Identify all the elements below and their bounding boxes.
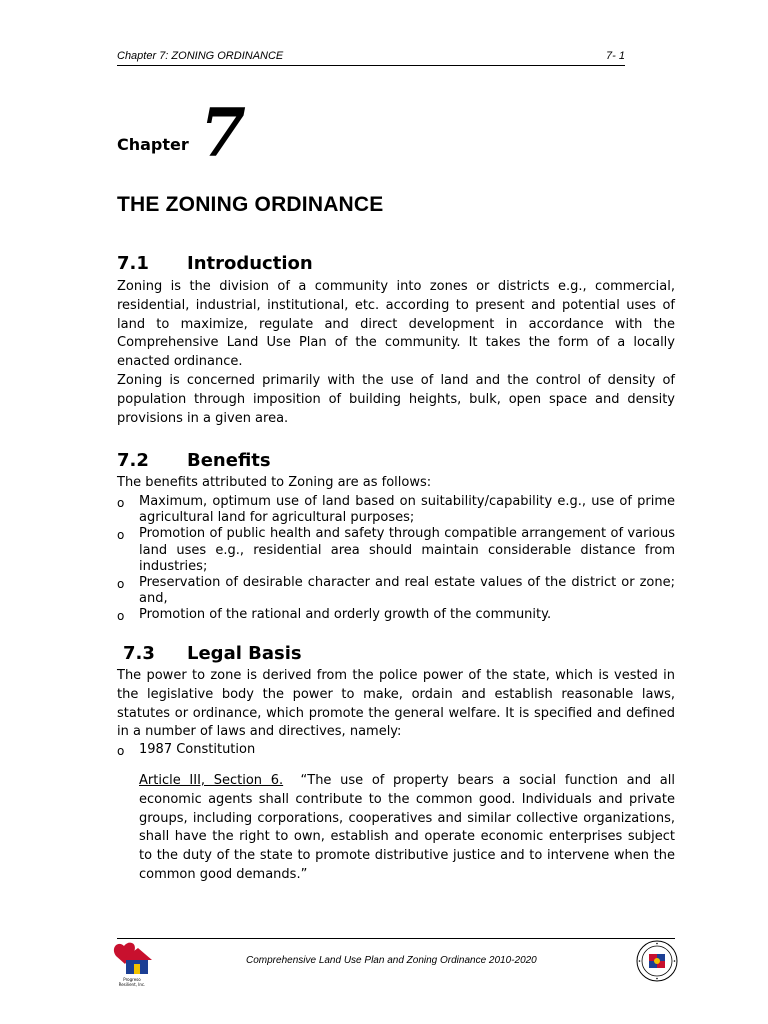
benefits-list	[117, 494, 675, 625]
constitution-quote	[139, 772, 675, 885]
footer-text: Comprehensive Land Use Plan and Zoning Ordinance 2010-2020	[246, 955, 537, 966]
section-heading-benefits	[117, 450, 271, 471]
list-item-text: Maximum, optimum use of land based on suitability/capability e.g., use of prime agricultural land for agricultural purposes;	[139, 494, 675, 526]
header-page-number: 7- 1	[606, 50, 625, 62]
quote-text: “The use of property bears a social function and all economic agents shall contribute to the common good. Individuals and private groups, including corporations, cooperatives and similar collective organizations, shall have the right to own, establish and operate economic enterprises subject to the duty of the state to promote distributive justice and to intervene when the common good demands.”	[139, 773, 675, 882]
legal-paragraph: The power to zone is derived from the police power of the state, which is vested in the legislative body the power to make, ordain and establish reasonable laws, statutes or ordinance, which promote the general welfare. It is specified and defined in a number of laws and directives, namely:	[117, 668, 675, 740]
bullet-marker: o	[117, 577, 125, 592]
svg-text:Progreso: Progreso	[123, 977, 141, 982]
list-item-text: 1987 Constitution	[139, 742, 256, 757]
progreso-logo-icon	[108, 938, 156, 988]
bullet-marker: o	[117, 496, 125, 510]
bullet-marker: o	[117, 528, 125, 543]
section-number: 7.3	[123, 643, 155, 664]
list-item-text: Preservation of desirable character and real estate values of the district or zone; and,	[139, 575, 675, 607]
footer-rule	[117, 938, 675, 939]
bullet-marker: o	[117, 744, 125, 758]
list-item	[117, 526, 675, 575]
list-item-text: Promotion of public health and safety through compatible arrangement of various land uses e.g., residential area should maintain considerable distance from industries;	[139, 526, 675, 574]
chapter-number: 7	[200, 94, 246, 172]
quote-reference: Article III, Section 6.	[139, 773, 284, 788]
section-number: 7.1	[117, 253, 149, 274]
bullet-marker: o	[117, 609, 125, 624]
list-item-text: Promotion of the rational and orderly growth of the community.	[139, 607, 552, 623]
running-header	[117, 50, 625, 66]
section-number: 7.2	[117, 450, 149, 471]
page-title: THE ZONING ORDINANCE	[117, 193, 384, 216]
list-item	[117, 494, 675, 526]
legal-list	[117, 742, 675, 759]
municipal-seal-icon	[636, 940, 678, 982]
benefits-lead: The benefits attributed to Zoning are as follows:	[117, 475, 432, 490]
intro-paragraph-2: Zoning is concerned primarily with the use of land and the control of density of population through imposition of building heights, bulk, open space and density provisions in a given area.	[117, 373, 675, 426]
section-heading-legal-basis	[123, 643, 302, 664]
list-item	[117, 607, 675, 624]
section-heading-introduction	[117, 253, 313, 274]
list-item	[117, 742, 675, 759]
svg-text:Resilient, Inc.: Resilient, Inc.	[118, 982, 146, 987]
section-title: Legal Basis	[187, 643, 302, 664]
intro-paragraph-1: Zoning is the division of a community into zones or districts e.g., commercial, residential, industrial, institutional, etc. according to present and potential uses of land to maximize, regulate and direct development in accordance with the Comprehensive Land Use Plan of the community. It takes the form of a locally enacted ordinance.	[117, 279, 675, 370]
list-item	[117, 575, 675, 607]
section-title: Benefits	[187, 450, 271, 471]
section-title: Introduction	[187, 253, 313, 274]
header-chapter-title: Chapter 7: ZONING ORDINANCE	[117, 50, 284, 62]
chapter-label: Chapter	[117, 135, 189, 154]
